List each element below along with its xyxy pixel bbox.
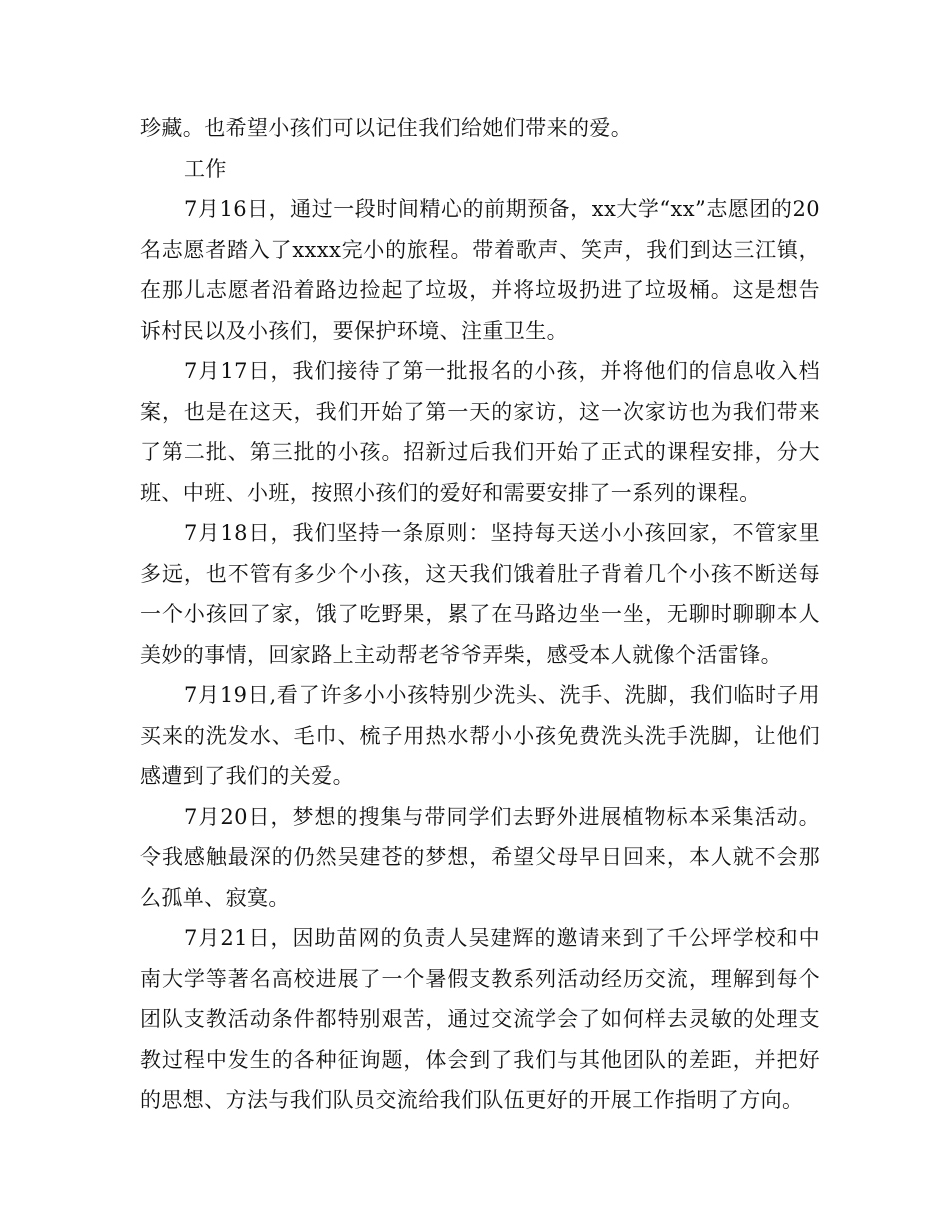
paragraph-july-17: 7月17日，我们接待了第一批报名的小孩，并将他们的信息收入档案，也是在这天，我们开始了第一天的家访，这一次家访也为我们带来了第二批、第三批的小孩。招新过后我们开始了正式的课程安排，分大班、中班、小班，按照小孩们的爱好和需要安排了一系列的课程。: [140, 359, 820, 505]
paragraph-july-21: 7月21日，因助苗网的负责人吴建辉的邀请来到了千公坪学校和中南大学等著名高校进展了一个暑假支教系列活动经历交流，理解到每个团队支教活动条件都特别艰苦，通过交流学会了如何样去灵敏的处理支教过程中发生的各种征询题，体会到了我们与其他团队的差距，并把好的思想、方法与我们队员交流给我们队伍更好的开展工作指明了方向。: [140, 926, 820, 1112]
paragraph-july-16: 7月16日，通过一段时间精心的前期预备，xx大学“xx”志愿团的20名志愿者踏入了xxxx完小的旅程。带着歌声、笑声，我们到达三江镇，在那儿志愿者沿着路边捡起了垃圾，并将垃圾扔进了垃圾桶。这是想告诉村民以及小孩们，要保护环境、注重卫生。: [140, 197, 820, 343]
paragraph-july-20: 7月20日，梦想的搜集与带同学们去野外进展植物标本采集活动。令我感触最深的仍然吴建苍的梦想，希望父母早日回来，本人就不会那么孤单、寂寞。: [140, 804, 820, 910]
document-body: [140, 108, 820, 1121]
paragraph-july-19: 7月19日,看了许多小小孩特别少洗头、洗手、洗脚，我们临时子用买来的洗发水、毛巾、梳子用热水帮小小孩免费洗头洗手洗脚，让他们感遭到了我们的关爱。: [140, 683, 820, 788]
paragraph-continuation: 珍藏。也希望小孩们可以记住我们给她们带来的爱。: [140, 116, 633, 140]
section-heading-work: 工作: [184, 156, 227, 181]
paragraph-july-18: 7月18日，我们坚持一条原则：坚持每天送小小孩回家，不管家里多远，也不管有多少个小孩，这天我们饿着肚子背着几个小孩不断送每一个小孩回了家，饿了吃野果，累了在马路边坐一坐，无聊时聊聊本人美妙的事情，回家路上主动帮老爷爷弄柴，感受本人就像个活雷锋。: [140, 521, 820, 667]
